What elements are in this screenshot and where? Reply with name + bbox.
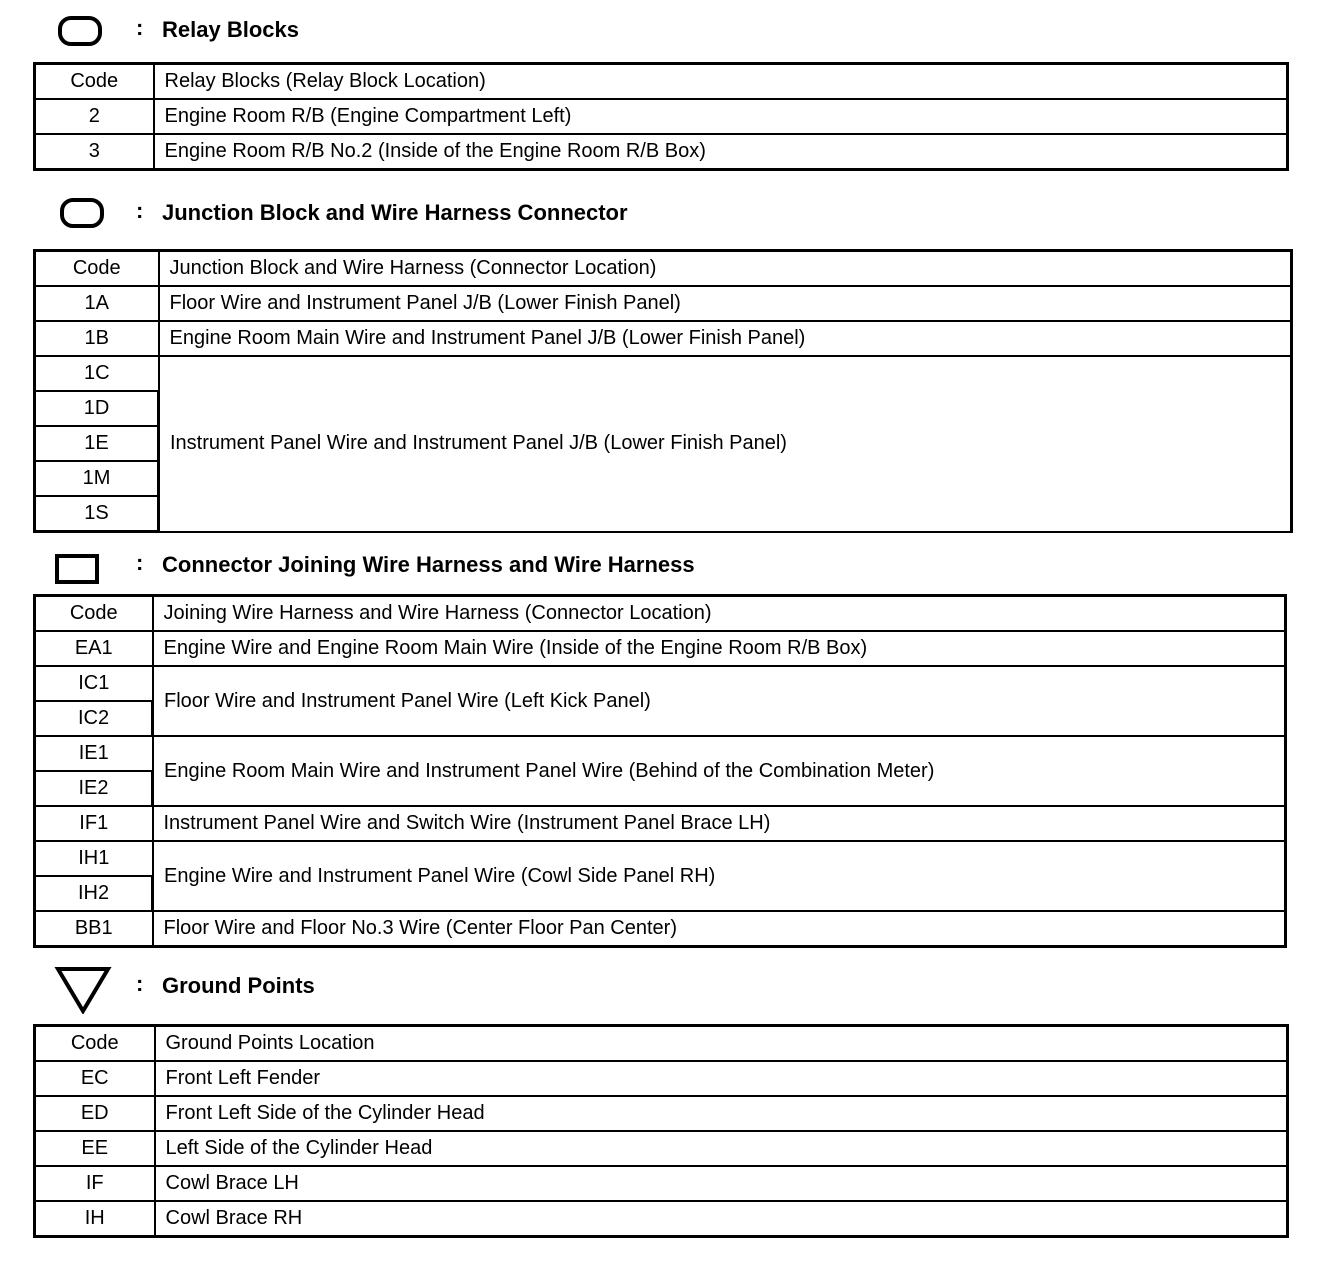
code-header: Code <box>35 596 153 632</box>
location-cell: Left Side of the Cylinder Head <box>155 1131 1288 1166</box>
rect-icon <box>55 554 99 584</box>
section-title: Ground Points <box>162 973 315 998</box>
table-row <box>35 1201 1288 1237</box>
location-cell: Engine Room Main Wire and Instrument Panel J/B (Lower Finish Panel) <box>159 321 1292 356</box>
code-cell: 1E <box>35 426 159 461</box>
table-row <box>35 99 1288 134</box>
triangle-down-icon <box>54 966 112 1014</box>
table-row <box>35 1061 1288 1096</box>
code-header: Code <box>35 251 159 287</box>
location-cell: Instrument Panel Wire and Switch Wire (Instrument Panel Brace LH) <box>153 806 1286 841</box>
table-row <box>35 1166 1288 1201</box>
code-cell: 1C <box>35 356 159 391</box>
code-cell: IC2 <box>35 701 153 736</box>
table-row <box>35 321 1292 356</box>
code-cell: 3 <box>35 134 154 170</box>
code-cell: IE2 <box>35 771 153 806</box>
rounded-rect-icon <box>60 198 104 228</box>
code-cell: IF1 <box>35 806 153 841</box>
table-row <box>35 806 1286 841</box>
ground-points-table <box>33 1024 1289 1238</box>
section-title: Relay Blocks <box>162 17 299 42</box>
location-cell: Cowl Brace RH <box>155 1201 1288 1237</box>
code-cell: 1B <box>35 321 159 356</box>
code-cell: BB1 <box>35 911 153 947</box>
ground-points-header <box>0 966 1300 1006</box>
code-cell: IH <box>35 1201 155 1237</box>
rounded-rect-icon <box>58 16 102 46</box>
table-row <box>35 286 1292 321</box>
code-cell: 1D <box>35 391 159 426</box>
code-cell: 2 <box>35 99 154 134</box>
location-cell: Engine Wire and Instrument Panel Wire (Cowl Side Panel RH) <box>153 841 1286 911</box>
location-cell: Front Left Side of the Cylinder Head <box>155 1096 1288 1131</box>
table-row <box>35 356 1292 391</box>
location-header: Junction Block and Wire Harness (Connector Location) <box>159 251 1292 287</box>
location-cell: Engine Wire and Engine Room Main Wire (Inside of the Engine Room R/B Box) <box>153 631 1286 666</box>
location-header: Relay Blocks (Relay Block Location) <box>154 64 1288 100</box>
location-header: Ground Points Location <box>155 1026 1288 1062</box>
table-row <box>35 134 1288 170</box>
code-cell: 1M <box>35 461 159 496</box>
code-cell: EE <box>35 1131 155 1166</box>
connector-joining-header <box>0 545 1300 585</box>
section-title: Connector Joining Wire Harness and Wire Harness <box>162 552 695 577</box>
code-cell: IC1 <box>35 666 153 701</box>
code-cell: IE1 <box>35 736 153 771</box>
code-header: Code <box>35 64 154 100</box>
location-cell: Floor Wire and Instrument Panel Wire (Left Kick Panel) <box>153 666 1286 736</box>
relay-blocks-table <box>33 62 1289 171</box>
code-cell: 1S <box>35 496 159 532</box>
table-header-row <box>35 1026 1288 1062</box>
header-colon: : <box>136 198 144 223</box>
location-cell: Engine Room R/B (Engine Compartment Left) <box>154 99 1288 134</box>
junction-block-table <box>33 249 1293 533</box>
table-header-row <box>35 596 1286 632</box>
table-row <box>35 1096 1288 1131</box>
section-title: Junction Block and Wire Harness Connector <box>162 200 628 225</box>
code-cell: EA1 <box>35 631 153 666</box>
connector-joining-table <box>33 594 1287 948</box>
table-row <box>35 1131 1288 1166</box>
location-cell: Floor Wire and Instrument Panel J/B (Lower Finish Panel) <box>159 286 1292 321</box>
relay-blocks-header <box>0 10 1300 50</box>
location-cell: Instrument Panel Wire and Instrument Panel J/B (Lower Finish Panel) <box>159 356 1292 532</box>
location-cell: Cowl Brace LH <box>155 1166 1288 1201</box>
table-row <box>35 841 1286 876</box>
code-cell: 1A <box>35 286 159 321</box>
header-colon: : <box>136 971 144 996</box>
code-cell: IH2 <box>35 876 153 911</box>
header-colon: : <box>136 15 144 40</box>
code-cell: EC <box>35 1061 155 1096</box>
location-cell: Front Left Fender <box>155 1061 1288 1096</box>
header-colon: : <box>136 550 144 575</box>
code-cell: ED <box>35 1096 155 1131</box>
location-cell: Engine Room R/B No.2 (Inside of the Engine Room R/B Box) <box>154 134 1288 170</box>
table-row <box>35 666 1286 701</box>
table-row <box>35 631 1286 666</box>
location-header: Joining Wire Harness and Wire Harness (Connector Location) <box>153 596 1286 632</box>
location-cell: Floor Wire and Floor No.3 Wire (Center Floor Pan Center) <box>153 911 1286 947</box>
table-header-row <box>35 64 1288 100</box>
junction-block-header <box>0 193 1300 233</box>
table-row <box>35 736 1286 771</box>
code-header: Code <box>35 1026 155 1062</box>
code-cell: IH1 <box>35 841 153 876</box>
code-cell: IF <box>35 1166 155 1201</box>
table-row <box>35 911 1286 947</box>
location-cell: Engine Room Main Wire and Instrument Panel Wire (Behind of the Combination Meter) <box>153 736 1286 806</box>
table-header-row <box>35 251 1292 287</box>
